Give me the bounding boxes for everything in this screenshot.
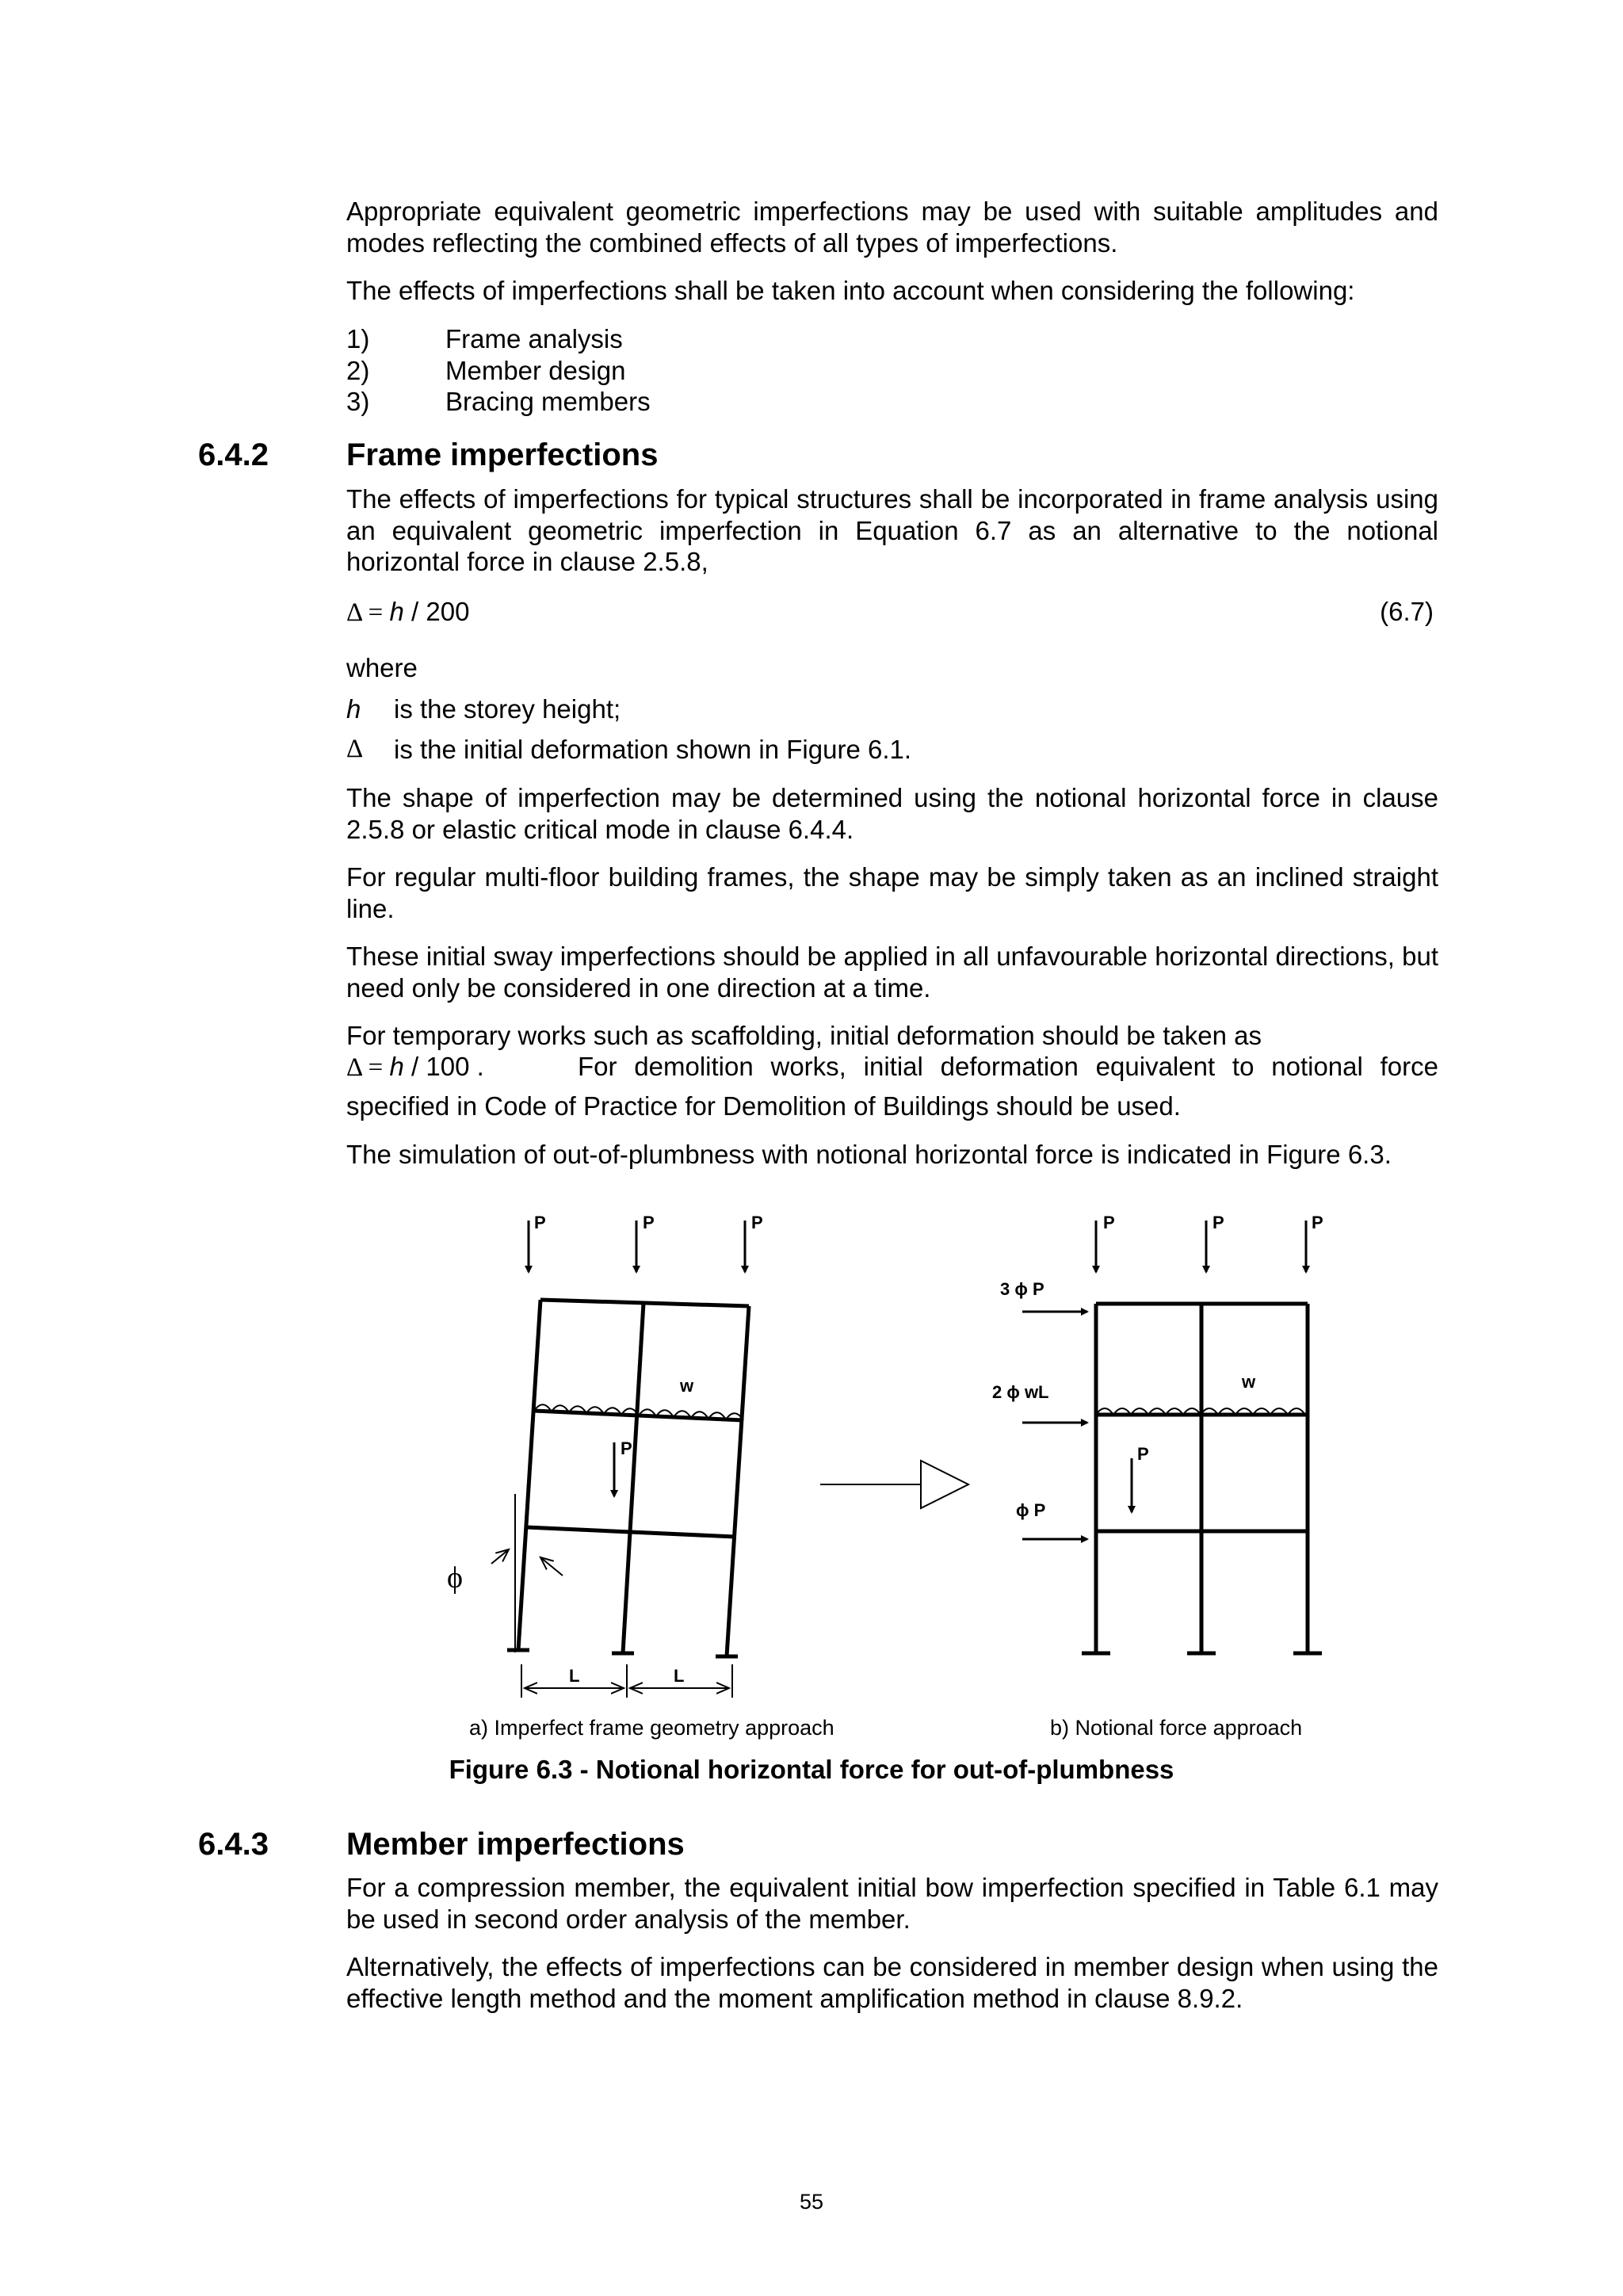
load-label: P [534, 1213, 546, 1232]
definition-text: is the storey height; [394, 694, 621, 724]
sway-paragraph: These initial sway imperfections should be applied in all unfavourable horizontal directions, but need only be considered in one direction at a time. [346, 942, 1438, 1003]
force-label-3phiP: 3 ϕ P [1000, 1279, 1044, 1299]
right-loads [1022, 1221, 1306, 1539]
column-left [518, 1300, 540, 1650]
temporary-works-line-3: specified in Code of Practice for Demolition of Buildings should be used. [346, 1091, 1181, 1121]
demolition-text: For demolition works, initial deformation equivalent to notional force [578, 1052, 1438, 1081]
subcaption-a: a) Imperfect frame geometry approach [469, 1716, 834, 1740]
equation-number: (6.7) [1380, 597, 1434, 626]
list-item [346, 323, 980, 355]
left-top-loads [529, 1221, 745, 1496]
regular-frames-paragraph: For regular multi-floor building frames, the shape may be simply taken as an inclined straight line. [346, 862, 1438, 923]
list-item-text: Frame analysis [445, 324, 623, 353]
span-label: L [674, 1666, 685, 1686]
span-label: L [569, 1666, 580, 1686]
udl-label: w [1242, 1372, 1256, 1392]
temporary-works-formula: Δ = h / 100 . [346, 1052, 484, 1082]
notional-frame [1082, 1304, 1322, 1653]
member-imperfections-paragraph-2: Alternatively, the effects of imperfections can be considered in member design when using the effective length method and the moment amplification method in clause 8.9.2. [346, 1952, 1438, 2013]
load-label: P [643, 1213, 655, 1232]
list-item-number: 1) [346, 324, 370, 353]
load-label: P [621, 1438, 632, 1458]
definition-variable: Δ [346, 735, 364, 763]
load-label: P [1312, 1213, 1323, 1232]
load-label: P [1212, 1213, 1224, 1232]
definition-text: is the initial deformation shown in Figure 6.1. [394, 735, 912, 764]
force-label-2phiwL: 2 ϕ wL [992, 1382, 1049, 1402]
section-number: 6.4.3 [198, 1827, 269, 1862]
column-middle [623, 1303, 643, 1653]
span-dimensions [521, 1664, 732, 1698]
list-item-text: Bracing members [445, 387, 651, 416]
member-imperfections-paragraph-1: For a compression member, the equivalent initial bow imperfection specified in Table 6.1 may be used in second order analysis of the member. [346, 1873, 1438, 1934]
equation-expression: Δ = h / 200 [346, 597, 470, 627]
frame-imperfections-paragraph: The effects of imperfections for typical structures shall be incorporated in frame analysis using an equivalent geometric imperfection in Equation 6.7 as an alternative to the notional horizontal force in clause 2.5.8, [346, 484, 1438, 576]
list-item [346, 386, 980, 418]
column-right [727, 1306, 749, 1656]
list-item [346, 355, 980, 387]
section-title: Member imperfections [346, 1827, 685, 1862]
list-item-text: Member design [445, 355, 626, 385]
page-number: 55 [799, 2190, 824, 2214]
section-title: Frame imperfections [346, 437, 659, 472]
figure-drawing [428, 1213, 1379, 1752]
imperfect-frame [507, 1300, 749, 1656]
definition-variable: h [346, 694, 361, 724]
load-label: P [751, 1213, 763, 1232]
load-label: P [1103, 1213, 1115, 1232]
load-label: P [1137, 1444, 1149, 1464]
list-item-number: 3) [346, 387, 370, 416]
temporary-works-line-2 [346, 1051, 1438, 1087]
udl-label: w [680, 1376, 694, 1396]
considerations-list [346, 323, 980, 418]
figure-6-3 [428, 1213, 1379, 1752]
simulation-paragraph: The simulation of out-of-plumbness with notional horizontal force is indicated in Figure 6.3. [346, 1140, 1392, 1169]
phi-label: ϕ [447, 1561, 464, 1595]
list-item-number: 2) [346, 355, 370, 385]
transformation-arrow [820, 1461, 968, 1508]
figure-caption: Figure 6.3 - Notional horizontal force for out-of-plumbness [449, 1755, 1174, 1784]
subcaption-b: b) Notional force approach [1050, 1716, 1303, 1740]
right-load-labels [992, 1213, 1323, 1520]
temporary-works-line-1: For temporary works such as scaffolding, initial deformation should be taken as [346, 1021, 1262, 1050]
intro-paragraph-1: Appropriate equivalent geometric imperfections may be used with suitable amplitudes and modes reflecting the combined effects of all types of imperfections. [346, 197, 1438, 258]
force-label-phiP: ϕ P [1016, 1500, 1046, 1520]
where-label: where [346, 653, 418, 682]
section-number: 6.4.2 [198, 437, 269, 472]
intro-paragraph-2: The effects of imperfections shall be taken into account when considering the following: [346, 276, 1355, 305]
shape-paragraph: The shape of imperfection may be determined using the notional horizontal force in clause 2.5.8 or elastic critical mode in clause 6.4.4. [346, 783, 1438, 844]
